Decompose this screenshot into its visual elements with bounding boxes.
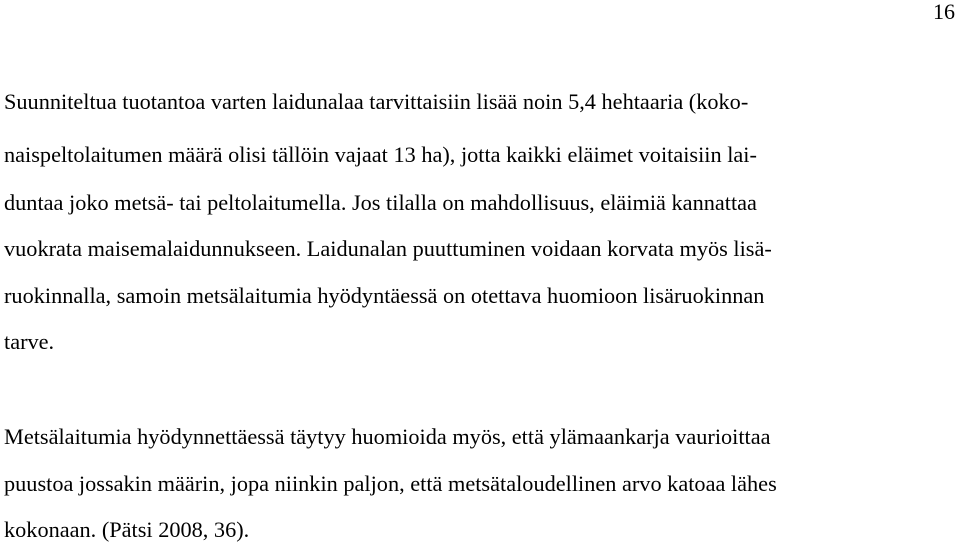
paragraph-line: naispeltolaitumen määrä olisi tällöin vajaat 13 ha), jotta kaikki eläimet voitaisiin lai- bbox=[4, 142, 757, 167]
paragraph-line: kokonaan. (Pätsi 2008, 36). bbox=[4, 517, 250, 542]
paragraph-line: ruokinnalla, samoin metsälaitumia hyödyntäessä on otettava huomioon lisäruokinnan bbox=[4, 283, 765, 308]
page-number: 16 bbox=[933, 0, 955, 24]
paragraph-line: vuokrata maisemalaidunnukseen. Laidunalan puuttuminen voidaan korvata myös lisä- bbox=[4, 236, 772, 261]
paragraph-line: puustoa jossakin määrin, jopa niinkin paljon, että metsätaloudellinen arvo katoaa lähes bbox=[4, 471, 777, 496]
paragraph-line: duntaa joko metsä- tai peltolaitumella. Jos tilalla on mahdollisuus, eläimiä kannattaa bbox=[4, 190, 757, 215]
paragraph-line: Suunniteltua tuotantoa varten laidunalaa tarvittaisiin lisää noin 5,4 hehtaaria (koko- bbox=[4, 89, 749, 114]
paragraph-line: tarve. bbox=[4, 329, 55, 354]
paragraph-line: Metsälaitumia hyödynnettäessä täytyy huomioida myös, että ylämaankarja vaurioittaa bbox=[4, 424, 771, 449]
